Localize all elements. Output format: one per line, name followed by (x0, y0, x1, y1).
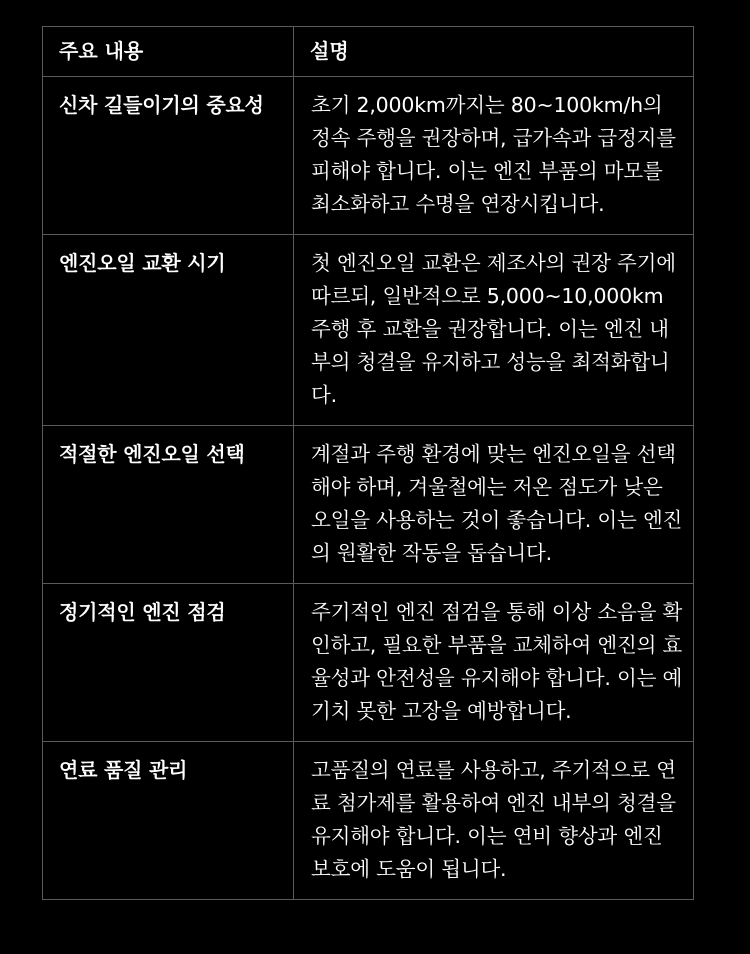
table-row (43, 584, 694, 742)
row-topic: 적절한 엔진오일 선택 (43, 426, 294, 584)
row-topic: 정기적인 엔진 점검 (43, 584, 294, 742)
row-description: 계절과 주행 환경에 맞는 엔진오일을 선택해야 하며, 겨울철에는 저온 점도가 낮은 오일을 사용하는 것이 좋습니다. 이는 엔진의 원활한 작동을 돕습니다. (294, 426, 694, 584)
table-header-row (43, 27, 694, 77)
row-description: 고품질의 연료를 사용하고, 주기적으로 연료 첨가제를 활용하여 엔진 내부의 청결을 유지해야 합니다. 이는 연비 향상과 엔진 보호에 도움이 됩니다. (294, 742, 694, 900)
header-topic: 주요 내용 (43, 27, 294, 77)
table-row (43, 235, 694, 426)
row-description: 초기 2,000km까지는 80~100km/h의 정속 주행을 권장하며, 급가속과 급정지를 피해야 합니다. 이는 엔진 부품의 마모를 최소화하고 수명을 연장시킵니다. (294, 77, 694, 235)
row-description: 첫 엔진오일 교환은 제조사의 권장 주기에 따르되, 일반적으로 5,000~10,000km 주행 후 교환을 권장합니다. 이는 엔진 내부의 청결을 유지하고 성능을 최적화합니다. (294, 235, 694, 426)
info-table-container (42, 26, 693, 900)
info-table (42, 26, 694, 900)
header-description: 설명 (294, 27, 694, 77)
row-topic: 엔진오일 교환 시기 (43, 235, 294, 426)
table-row (43, 742, 694, 900)
row-topic: 신차 길들이기의 중요성 (43, 77, 294, 235)
row-topic: 연료 품질 관리 (43, 742, 294, 900)
table-row (43, 426, 694, 584)
table-row (43, 77, 694, 235)
row-description: 주기적인 엔진 점검을 통해 이상 소음을 확인하고, 필요한 부품을 교체하여 엔진의 효율성과 안전성을 유지해야 합니다. 이는 예기치 못한 고장을 예방합니다. (294, 584, 694, 742)
